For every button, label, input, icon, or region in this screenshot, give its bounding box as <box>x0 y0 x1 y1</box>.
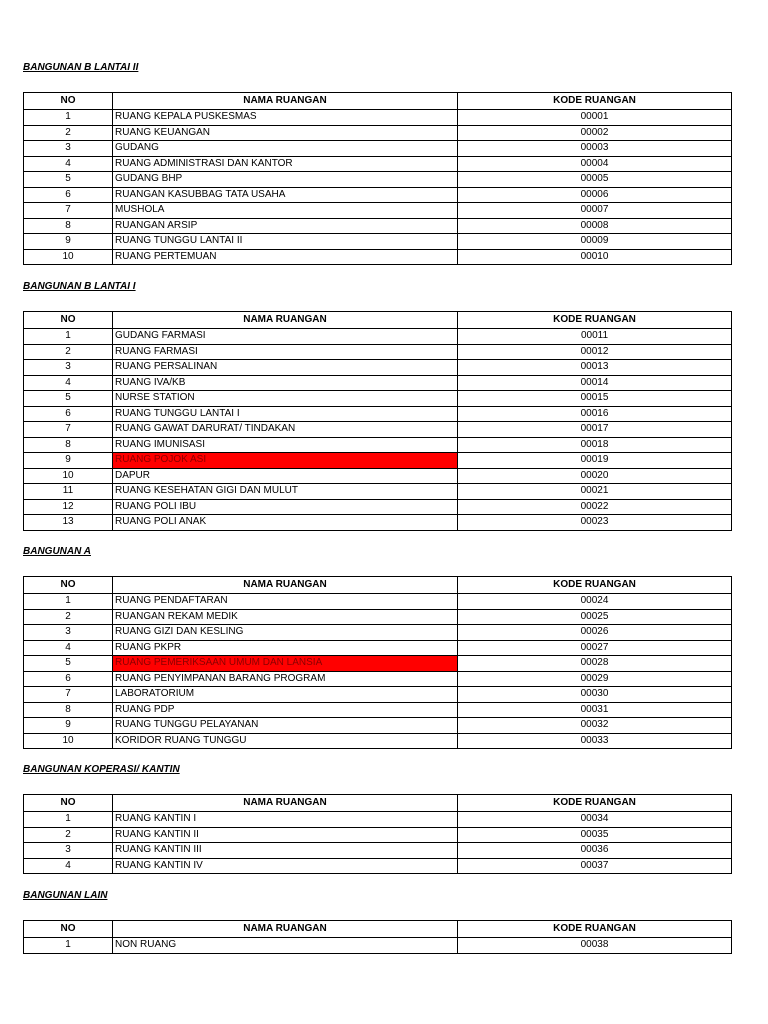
room-code: 00033 <box>458 733 732 749</box>
row-number: 13 <box>24 515 113 531</box>
room-code: 00038 <box>458 938 732 954</box>
room-code: 00025 <box>458 609 732 625</box>
table-row <box>24 437 732 453</box>
row-number: 3 <box>24 360 113 376</box>
row-number: 7 <box>24 203 113 219</box>
room-code: 00032 <box>458 718 732 734</box>
table-row <box>24 468 732 484</box>
header-no: NO <box>24 312 113 329</box>
table-row <box>24 172 732 188</box>
row-number: 2 <box>24 344 113 360</box>
header-name: NAMA RUANGAN <box>113 93 458 110</box>
table-row <box>24 702 732 718</box>
room-code: 00017 <box>458 422 732 438</box>
room-name: RUANG TUNGGU PELAYANAN <box>113 718 458 734</box>
row-number: 6 <box>24 187 113 203</box>
row-number: 1 <box>24 329 113 345</box>
table-row <box>24 406 732 422</box>
table-row <box>24 640 732 656</box>
row-number: 4 <box>24 156 113 172</box>
table-row <box>24 360 732 376</box>
row-number: 12 <box>24 499 113 515</box>
row-number: 2 <box>24 609 113 625</box>
table-header-row <box>24 921 732 938</box>
room-name: GUDANG BHP <box>113 172 458 188</box>
table-header-row <box>24 577 732 594</box>
header-no: NO <box>24 921 113 938</box>
row-number: 5 <box>24 172 113 188</box>
room-name: RUANG KEUANGAN <box>113 125 458 141</box>
room-code: 00029 <box>458 671 732 687</box>
row-number: 5 <box>24 391 113 407</box>
row-number: 6 <box>24 406 113 422</box>
room-code: 00010 <box>458 249 732 265</box>
room-code: 00022 <box>458 499 732 515</box>
room-name: KORIDOR RUANG TUNGGU <box>113 733 458 749</box>
room-name: LABORATORIUM <box>113 687 458 703</box>
header-code: KODE RUANGAN <box>458 921 732 938</box>
room-code: 00024 <box>458 594 732 610</box>
room-section <box>23 545 731 749</box>
room-name: GUDANG FARMASI <box>113 329 458 345</box>
table-row <box>24 391 732 407</box>
room-name: RUANG KANTIN III <box>113 843 458 859</box>
room-code: 00037 <box>458 858 732 874</box>
row-number: 1 <box>24 812 113 828</box>
room-name: RUANGAN REKAM MEDIK <box>113 609 458 625</box>
room-section <box>23 280 731 531</box>
room-table <box>23 311 732 531</box>
table-row <box>24 812 732 828</box>
room-name: RUANG PKPR <box>113 640 458 656</box>
table-header-row <box>24 312 732 329</box>
room-table <box>23 794 732 874</box>
room-code: 00002 <box>458 125 732 141</box>
row-number: 4 <box>24 858 113 874</box>
table-header-row <box>24 795 732 812</box>
room-name: RUANG PERSALINAN <box>113 360 458 376</box>
table-row <box>24 609 732 625</box>
room-name: RUANG KANTIN II <box>113 827 458 843</box>
row-number: 3 <box>24 141 113 157</box>
room-code: 00021 <box>458 484 732 500</box>
row-number: 4 <box>24 375 113 391</box>
header-no: NO <box>24 795 113 812</box>
room-name: RUANG POJOK ASI <box>113 453 458 469</box>
table-row <box>24 125 732 141</box>
row-number: 8 <box>24 702 113 718</box>
room-code: 00034 <box>458 812 732 828</box>
room-code: 00005 <box>458 172 732 188</box>
room-section <box>23 61 731 265</box>
table-row <box>24 625 732 641</box>
row-number: 2 <box>24 125 113 141</box>
row-number: 9 <box>24 718 113 734</box>
room-section <box>23 889 731 954</box>
table-row <box>24 422 732 438</box>
row-number: 9 <box>24 234 113 250</box>
room-code: 00019 <box>458 453 732 469</box>
table-row <box>24 218 732 234</box>
header-no: NO <box>24 577 113 594</box>
room-name: RUANG PENYIMPANAN BARANG PROGRAM <box>113 671 458 687</box>
room-code: 00028 <box>458 656 732 672</box>
row-number: 4 <box>24 640 113 656</box>
table-row <box>24 827 732 843</box>
room-code: 00011 <box>458 329 732 345</box>
table-row <box>24 858 732 874</box>
room-name: RUANG GAWAT DARURAT/ TINDAKAN <box>113 422 458 438</box>
row-number: 3 <box>24 625 113 641</box>
table-row <box>24 110 732 126</box>
row-number: 2 <box>24 827 113 843</box>
table-row <box>24 453 732 469</box>
room-code: 00018 <box>458 437 732 453</box>
header-name: NAMA RUANGAN <box>113 921 458 938</box>
room-name: NURSE STATION <box>113 391 458 407</box>
room-table <box>23 92 732 265</box>
table-row <box>24 141 732 157</box>
table-row <box>24 656 732 672</box>
room-table <box>23 920 732 954</box>
table-row <box>24 187 732 203</box>
header-name: NAMA RUANGAN <box>113 795 458 812</box>
room-code: 00003 <box>458 141 732 157</box>
row-number: 7 <box>24 687 113 703</box>
section-title: BANGUNAN LAIN <box>23 890 108 901</box>
room-name: MUSHOLA <box>113 203 458 219</box>
row-number: 1 <box>24 594 113 610</box>
row-number: 10 <box>24 468 113 484</box>
section-title: BANGUNAN B LANTAI I <box>23 281 136 292</box>
room-name: RUANG KANTIN I <box>113 812 458 828</box>
room-name: RUANG IMUNISASI <box>113 437 458 453</box>
table-row <box>24 329 732 345</box>
table-row <box>24 718 732 734</box>
room-name: RUANGAN KASUBBAG TATA USAHA <box>113 187 458 203</box>
room-code: 00001 <box>458 110 732 126</box>
header-code: KODE RUANGAN <box>458 577 732 594</box>
row-number: 10 <box>24 733 113 749</box>
table-header-row <box>24 93 732 110</box>
room-code: 00006 <box>458 187 732 203</box>
header-code: KODE RUANGAN <box>458 93 732 110</box>
table-row <box>24 156 732 172</box>
room-name: RUANG FARMASI <box>113 344 458 360</box>
room-code: 00036 <box>458 843 732 859</box>
table-row <box>24 687 732 703</box>
header-code: KODE RUANGAN <box>458 795 732 812</box>
room-name: NON RUANG <box>113 938 458 954</box>
room-code: 00031 <box>458 702 732 718</box>
room-name: RUANG POLI ANAK <box>113 515 458 531</box>
room-code: 00020 <box>458 468 732 484</box>
room-name: RUANG TUNGGU LANTAI I <box>113 406 458 422</box>
room-code: 00007 <box>458 203 732 219</box>
section-title: BANGUNAN B LANTAI II <box>23 62 139 73</box>
row-number: 3 <box>24 843 113 859</box>
row-number: 1 <box>24 110 113 126</box>
table-row <box>24 671 732 687</box>
row-number: 8 <box>24 218 113 234</box>
room-name: RUANG POLI IBU <box>113 499 458 515</box>
table-row <box>24 344 732 360</box>
row-number: 6 <box>24 671 113 687</box>
table-row <box>24 484 732 500</box>
row-number: 1 <box>24 938 113 954</box>
table-row <box>24 249 732 265</box>
room-name: RUANG PERTEMUAN <box>113 249 458 265</box>
room-name: RUANG KEPALA PUSKESMAS <box>113 110 458 126</box>
room-name: RUANG PEMERIKSAAN UMUM DAN LANSIA <box>113 656 458 672</box>
header-no: NO <box>24 93 113 110</box>
room-name: RUANG IVA/KB <box>113 375 458 391</box>
section-title: BANGUNAN A <box>23 546 91 557</box>
row-number: 7 <box>24 422 113 438</box>
room-name: RUANG PENDAFTARAN <box>113 594 458 610</box>
table-row <box>24 234 732 250</box>
room-name: RUANG KESEHATAN GIGI DAN MULUT <box>113 484 458 500</box>
room-code: 00013 <box>458 360 732 376</box>
table-row <box>24 594 732 610</box>
room-name: RUANG ADMINISTRASI DAN KANTOR <box>113 156 458 172</box>
table-row <box>24 733 732 749</box>
room-code: 00016 <box>458 406 732 422</box>
table-row <box>24 499 732 515</box>
room-name: RUANG PDP <box>113 702 458 718</box>
room-code: 00035 <box>458 827 732 843</box>
room-code: 00026 <box>458 625 732 641</box>
room-code: 00014 <box>458 375 732 391</box>
room-name: RUANG GIZI DAN KESLING <box>113 625 458 641</box>
table-row <box>24 203 732 219</box>
room-code: 00015 <box>458 391 732 407</box>
row-number: 9 <box>24 453 113 469</box>
room-code: 00030 <box>458 687 732 703</box>
room-name: DAPUR <box>113 468 458 484</box>
table-row <box>24 515 732 531</box>
table-row <box>24 938 732 954</box>
section-title: BANGUNAN KOPERASI/ KANTIN <box>23 764 180 775</box>
room-name: RUANG KANTIN IV <box>113 858 458 874</box>
room-code: 00023 <box>458 515 732 531</box>
table-row <box>24 375 732 391</box>
room-table <box>23 576 732 749</box>
room-code: 00009 <box>458 234 732 250</box>
row-number: 10 <box>24 249 113 265</box>
row-number: 5 <box>24 656 113 672</box>
header-name: NAMA RUANGAN <box>113 577 458 594</box>
room-code: 00004 <box>458 156 732 172</box>
room-code: 00012 <box>458 344 732 360</box>
table-row <box>24 843 732 859</box>
header-code: KODE RUANGAN <box>458 312 732 329</box>
room-section <box>23 763 731 874</box>
row-number: 8 <box>24 437 113 453</box>
room-code: 00027 <box>458 640 732 656</box>
room-code: 00008 <box>458 218 732 234</box>
header-name: NAMA RUANGAN <box>113 312 458 329</box>
room-name: RUANGAN ARSIP <box>113 218 458 234</box>
row-number: 11 <box>24 484 113 500</box>
room-name: GUDANG <box>113 141 458 157</box>
room-name: RUANG TUNGGU LANTAI II <box>113 234 458 250</box>
